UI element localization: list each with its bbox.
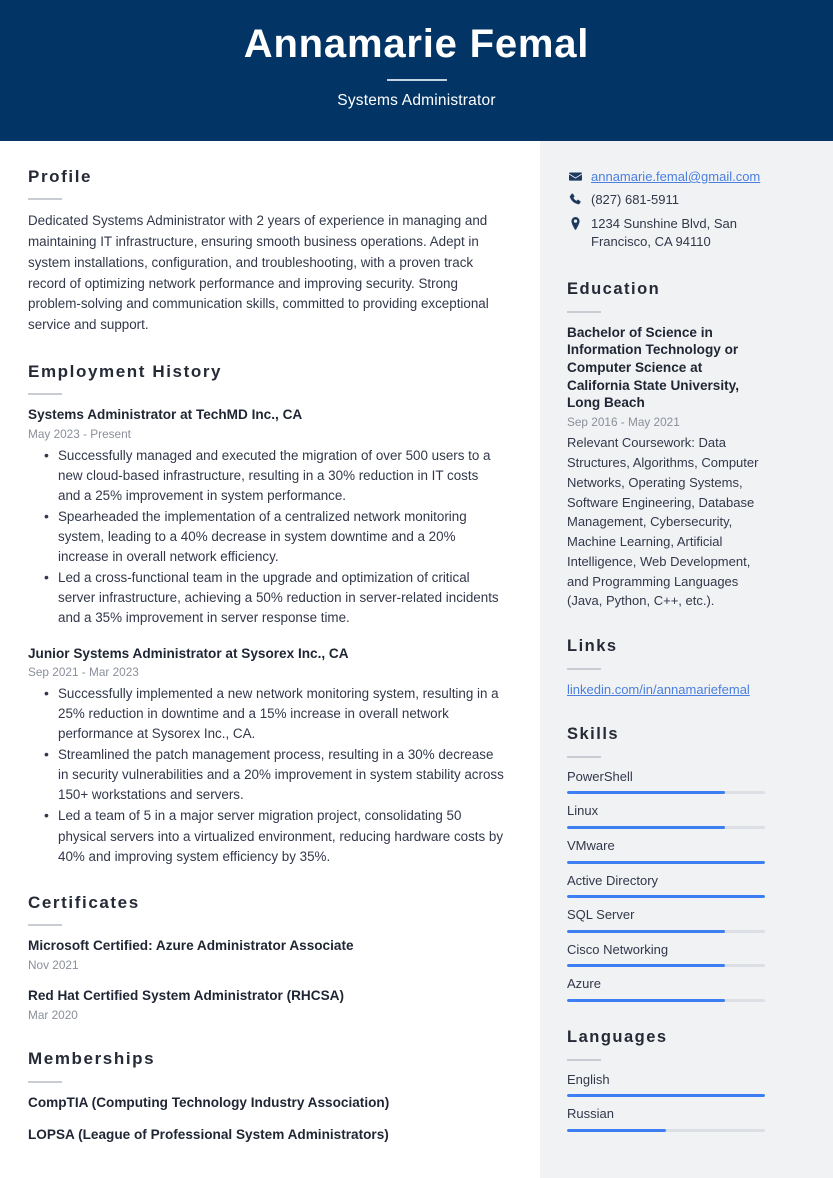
linkedin-link[interactable]: linkedin.com/in/annamariefemal	[567, 682, 750, 698]
heading-rule	[567, 756, 601, 758]
list-item: • Led a team of 5 in a major server migration project, consolidating 50 physical servers into a virtualized environment, reducing hardware costs by 40% and improving system efficiency by 35%.	[58, 806, 504, 866]
skill-label: SQL Server	[567, 907, 635, 923]
skill-label: VMware	[567, 838, 615, 854]
certificate-entry	[28, 937, 504, 973]
language-bar-track	[567, 1094, 765, 1097]
language-label: Russian	[567, 1106, 614, 1122]
skill-label: Linux	[567, 803, 599, 819]
heading-rule	[28, 924, 62, 926]
employment-title: Junior Systems Administrator at Sysorex Inc., CA	[28, 645, 349, 661]
resume-body	[0, 141, 833, 1178]
employment-bullets	[28, 446, 504, 629]
list-item: • Successfully implemented a new network monitoring system, resulting in a 25% reduction in downtime and a 15% increase in overall network performance at Sysorex Inc., CA.	[58, 684, 504, 744]
skill-bar-track	[567, 930, 765, 933]
section-memberships	[28, 1049, 504, 1143]
education-coursework: Relevant Coursework: Data Structures, Algorithms, Computer Networks, Operating Systems, Software Engineering, Database Management, Cybersecurity, Machine Learning, Artificial Intelligence, Web Development, and Programming Languages (Java, Python, C++, etc.).	[567, 435, 759, 609]
skill-bar-fill	[567, 930, 725, 933]
skill-label: Active Directory	[567, 872, 659, 888]
skill-bar-track	[567, 964, 765, 967]
language-item	[567, 1106, 765, 1132]
contact-email	[584, 168, 760, 186]
envelope-icon	[567, 168, 584, 183]
education-heading: Education	[567, 279, 661, 298]
language-item	[567, 1072, 765, 1098]
profile-heading: Profile	[28, 167, 93, 186]
skill-item	[567, 769, 765, 795]
skills-heading: Skills	[567, 725, 620, 744]
phone-icon	[567, 191, 584, 206]
contact-row-phone	[567, 191, 765, 209]
main-column	[0, 141, 540, 1178]
skill-item	[567, 942, 765, 968]
membership-entry: CompTIA (Computing Technology Industry Association)	[28, 1094, 390, 1110]
section-employment	[28, 362, 504, 867]
links-heading: Links	[567, 637, 618, 656]
contact-row-email	[567, 168, 765, 186]
list-item: • Spearheaded the implementation of a centralized network monitoring system, leading to a 40% decrease in system downtime and a 20% increase in overall network efficiency.	[58, 507, 504, 567]
contact-row-address	[567, 215, 765, 252]
section-profile	[28, 167, 504, 336]
skill-item	[567, 976, 765, 1002]
profile-text: Dedicated Systems Administrator with 2 years of experience in managing and maintaining IT infrastructure, ensuring smooth business operations. Adept in system installations, configuration, and troubleshooting, with a proven track record of optimizing network performance and improving security. Strong problem-solving and communication skills, committed to providing exceptional service and support.	[28, 213, 489, 333]
page-title: Annamarie Femal	[243, 22, 590, 66]
certificate-date: Nov 2021	[28, 957, 79, 972]
skill-bar-fill	[567, 895, 765, 898]
education-degree: Bachelor of Science in Information Technology or Computer Science at California State University, Long Beach	[567, 324, 739, 411]
sidebar-column	[540, 141, 833, 1178]
certificates-heading: Certificates	[28, 892, 140, 912]
skill-label: PowerShell	[567, 768, 633, 784]
header-job-title: Systems Administrator	[337, 92, 496, 109]
section-certificates	[28, 893, 504, 1024]
contact-phone: (827) 681-5911	[591, 192, 679, 208]
list-item: • Led a cross-functional team in the upgrade and optimization of critical server infrastructure, achieving a 50% reduction in server-related incidents and a 35% improvement in server response time.	[58, 568, 504, 628]
skill-bar-track	[567, 791, 765, 794]
location-pin-icon	[567, 215, 584, 230]
certificate-entry	[28, 987, 504, 1023]
section-education	[567, 280, 765, 611]
employment-entry	[28, 406, 504, 628]
contact-list	[567, 168, 765, 252]
heading-rule	[567, 1059, 601, 1061]
certificate-date: Mar 2020	[28, 1007, 78, 1022]
language-bar-track	[567, 1129, 765, 1132]
email-link[interactable]: annamarie.femal@gmail.com	[591, 169, 761, 184]
membership-entry: LOPSA (League of Professional System Administrators)	[28, 1126, 389, 1142]
skill-bar-fill	[567, 964, 725, 967]
heading-rule	[28, 393, 62, 395]
employment-heading: Employment History	[28, 361, 223, 381]
resume-header	[0, 0, 833, 141]
list-item: • Streamlined the patch management process, resulting in a 30% decrease in security vulnerabilities and a 20% improvement in system stability across 150+ workstations and servers.	[58, 745, 504, 805]
skill-item	[567, 873, 765, 899]
skill-bar-fill	[567, 791, 725, 794]
list-item: • Successfully managed and executed the migration of over 500 users to a new cloud-based infrastructure, resulting in a 30% reduction in IT costs and a 25% improvement in system performance.	[58, 446, 504, 506]
skill-bar-track	[567, 861, 765, 864]
certificate-title: Microsoft Certified: Azure Administrator Associate	[28, 938, 354, 954]
language-bar-fill	[567, 1094, 765, 1097]
skill-label: Cisco Networking	[567, 941, 669, 957]
skill-bar-fill	[567, 999, 725, 1002]
language-label: English	[567, 1071, 610, 1087]
heading-rule	[567, 311, 601, 313]
skill-item	[567, 907, 765, 933]
section-links	[567, 637, 765, 699]
section-languages	[567, 1028, 765, 1132]
header-divider	[387, 79, 447, 81]
skill-bar-track	[567, 999, 765, 1002]
education-date: Sep 2016 - May 2021	[567, 414, 680, 429]
employment-bullets	[28, 684, 504, 867]
skill-bar-fill	[567, 826, 725, 829]
employment-date: May 2023 - Present	[28, 427, 131, 442]
certificate-title: Red Hat Certified System Administrator (RHCSA)	[28, 988, 344, 1004]
languages-heading: Languages	[567, 1027, 668, 1046]
skill-item	[567, 803, 765, 829]
memberships-heading: Memberships	[28, 1049, 156, 1069]
skill-bar-fill	[567, 861, 765, 864]
employment-title: Systems Administrator at TechMD Inc., CA	[28, 407, 303, 423]
contact-address: 1234 Sunshine Blvd, San Francisco, CA 94110	[591, 215, 737, 250]
language-bar-fill	[567, 1129, 666, 1132]
skill-bar-track	[567, 826, 765, 829]
section-skills	[567, 725, 765, 1002]
heading-rule	[567, 668, 601, 670]
skill-label: Azure	[567, 976, 601, 992]
heading-rule	[28, 198, 62, 200]
skill-item	[567, 838, 765, 864]
employment-date: Sep 2021 - Mar 2023	[28, 665, 139, 680]
skill-bar-track	[567, 895, 765, 898]
heading-rule	[28, 1081, 62, 1083]
employment-entry	[28, 645, 504, 867]
